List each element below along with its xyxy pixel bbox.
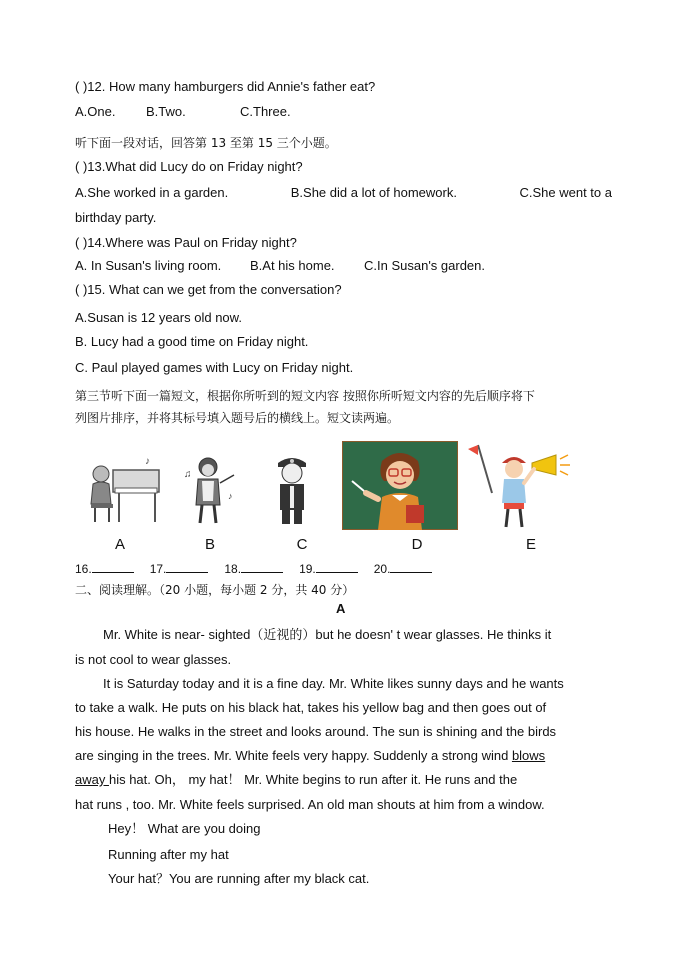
blank-19-label: 19. — [299, 562, 316, 576]
option-a: A. In Susan's living room. — [75, 258, 222, 273]
question-13-stem: ( )13.What did Lucy do on Friday night? — [75, 159, 303, 174]
option-c: C.In Susan's garden. — [364, 258, 485, 273]
question-12-stem: ( )12. How many hamburgers did Annie's father eat? — [75, 79, 376, 94]
passage-p2-line6: hat runs , too. Mr. White feels surprised. An old man shouts at him from a window. — [75, 797, 545, 812]
picture-label-e: E — [525, 536, 536, 553]
passage-p1-line1: Mr. White is near- sighted（近视的）but he doesn' t wear glasses. He thinks it — [103, 627, 552, 642]
blank-17[interactable] — [166, 561, 208, 573]
dialogue-intro: 听下面一段对话，回答第 13 至第 15 三个小题。 — [75, 136, 337, 150]
underlined-phrase: away — [75, 772, 109, 787]
option-b: B.Two. — [146, 104, 186, 119]
passage-text: are singing in the trees. Mr. White feels very happy. Suddenly a strong wind — [75, 748, 512, 763]
question-13-options — [75, 185, 612, 201]
section3-line1: 第三节听下面一篇短文，根据你所听到的短文内容 按照你所听短文内容的先后顺序将下 — [75, 389, 535, 403]
question-14-stem: ( )14.Where was Paul on Friday night? — [75, 235, 297, 250]
picture-label-a: A — [114, 536, 125, 553]
blank-20[interactable] — [390, 561, 432, 573]
option-c: C.She went to a — [519, 185, 612, 200]
passage-p2-line2: to take a walk. He puts on his black hat, takes his yellow bag and then goes out of — [75, 700, 547, 715]
underlined-phrase: blows — [511, 748, 546, 763]
violin-player-icon — [180, 455, 240, 527]
blank-16-label: 16. — [75, 562, 92, 576]
passage-letter: A — [336, 601, 346, 616]
option-c: C.Three. — [240, 104, 291, 119]
svg-text:♪: ♪ — [145, 456, 150, 467]
svg-text:♫: ♫ — [184, 469, 192, 480]
police-officer-icon — [270, 453, 315, 528]
option-a: A.She worked in a garden. — [75, 185, 229, 200]
passage-p2-line3: his house. He walks in the street and looks around. The sun is shining and the birds — [75, 724, 557, 739]
option-b: B.She did a lot of homework. — [290, 185, 457, 200]
question-15-stem: ( )15. What can we get from the conversation? — [75, 282, 342, 297]
passage-p2-line1: It is Saturday today and it is a fine day. Mr. White likes sunny days and he wants — [103, 676, 564, 691]
passage-p1-line2: is not cool to wear glasses. — [75, 652, 232, 667]
cheerleader-icon — [466, 441, 576, 530]
blank-19[interactable] — [316, 561, 358, 573]
blank-18-label: 18. — [224, 562, 242, 576]
svg-text:♪: ♪ — [228, 491, 233, 501]
picture-label-d: D — [411, 536, 423, 553]
question-14-options — [75, 258, 485, 274]
passage-p2-line4 — [75, 748, 545, 764]
picture-label-b: B — [204, 536, 215, 553]
passage-p2-line5 — [75, 772, 517, 788]
passage-text: his hat. Oh， my hat！ Mr. White begins to run after it. He runs and the — [108, 772, 518, 787]
answer-blanks — [75, 561, 432, 577]
section3-line2: 列图片排序，并将其标号填入题号后的横线上。短文读两遍。 — [75, 411, 400, 425]
part2-title: 二、阅读理解。（20 小题，每小题 2 分，共 40 分） — [75, 583, 355, 597]
piano-player-icon — [85, 452, 165, 527]
teacher-icon — [342, 441, 458, 530]
blank-17-label: 17. — [149, 562, 167, 576]
question-12-options — [75, 104, 291, 120]
question-15-option-b: B. Lucy had a good time on Friday night. — [75, 334, 309, 349]
blank-18[interactable] — [241, 561, 283, 573]
dialogue-line-1: Hey！ What are you doing — [108, 821, 261, 836]
question-15-option-a: A.Susan is 12 years old now. — [75, 310, 242, 325]
question-15-option-c: C. Paul played games with Lucy on Friday night. — [75, 360, 354, 375]
option-b: B.At his home. — [250, 258, 335, 273]
dialogue-line-2: Running after my hat — [108, 847, 229, 862]
blank-16[interactable] — [92, 561, 134, 573]
question-13-option-c-cont: birthday party. — [75, 210, 157, 225]
option-a: A.One. — [75, 104, 116, 119]
dialogue-line-3: Your hat？You are running after my black cat. — [108, 871, 370, 886]
picture-label-c: C — [296, 536, 308, 553]
blank-20-label: 20. — [373, 562, 391, 576]
